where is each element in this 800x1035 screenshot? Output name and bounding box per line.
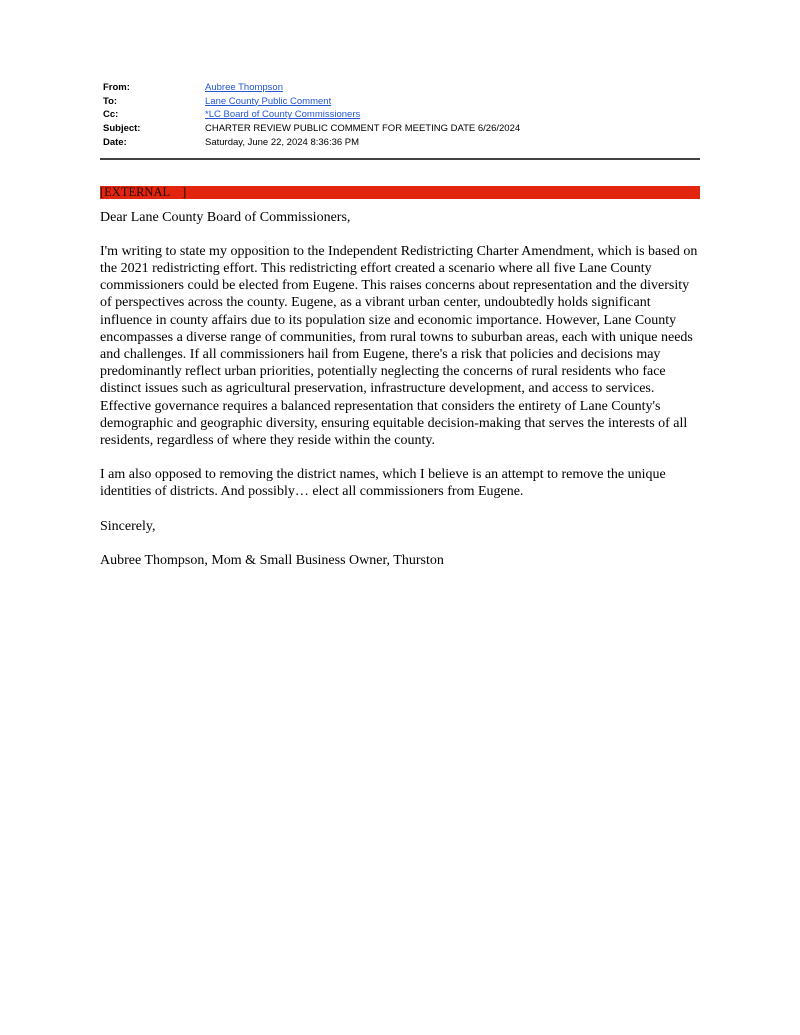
closing: Sincerely, [100, 518, 156, 534]
cc-value-link[interactable]: *LC Board of County Commissioners [205, 109, 361, 121]
from-label: From: [103, 82, 130, 93]
header-row-subject [100, 122, 700, 136]
signature: Aubree Thompson, Mom & Small Business Owner, Thurston [100, 552, 444, 568]
email-content [100, 0, 700, 586]
date-value: Saturday, June 22, 2024 8:36:36 PM [205, 136, 360, 148]
external-banner: [EXTERNAL ] [100, 186, 700, 199]
cc-label: Cc: [103, 109, 119, 121]
date-label: Date: [103, 136, 127, 148]
header-row-from [100, 81, 700, 95]
header-row-to [100, 95, 700, 109]
header-divider [100, 158, 700, 160]
body-paragraph-1: I'm writing to state my opposition to the Independent Redistricting Charter Amendment, which is based on the 2021 redistricting effort. This redistricting effort created a scenario where all five Lane County commissioners could be elected from Eugene. This raises concerns about representation and the diversity of perspectives across the county. Eugene, as a vibrant urban center, undoubtedly holds significant influence in county affairs due to its population size and economic importance. However, Lane County encompasses a diverse range of communities, from rural towns to suburban areas, each with unique needs and challenges. If all commissioners hail from Eugene, there's a risk that policies and decisions may predominantly reflect urban priorities, potentially neglecting the concerns of rural residents who face distinct issues such as agricultural preservation, infrastructure development, and access to services. Effective governance requires a balanced representation that considers the entirety of Lane County's demographic and geographic diversity, ensuring equitable decision-making that serves the interests of all residents, regardless of where they reside within the county. [100, 243, 698, 448]
to-value-link[interactable]: Lane County Public Comment [205, 95, 332, 107]
subject-label: Subject: [103, 123, 141, 135]
body-paragraph-2: I am also opposed to removing the district names, which I believe is an attempt to remove the unique identities of districts. And possibly… elect all commissioners from Eugene. [100, 467, 666, 500]
email-body [100, 209, 699, 569]
header-row-cc [100, 108, 700, 122]
header-row-date [100, 136, 700, 150]
to-label: To: [103, 95, 118, 107]
salutation: Dear Lane County Board of Commissioners, [100, 209, 351, 225]
from-value-link[interactable]: Aubree Thompson [205, 82, 283, 93]
email-header [100, 81, 700, 150]
subject-value: CHARTER REVIEW PUBLIC COMMENT FOR MEETING DATE 6/26/2024 [205, 123, 521, 135]
